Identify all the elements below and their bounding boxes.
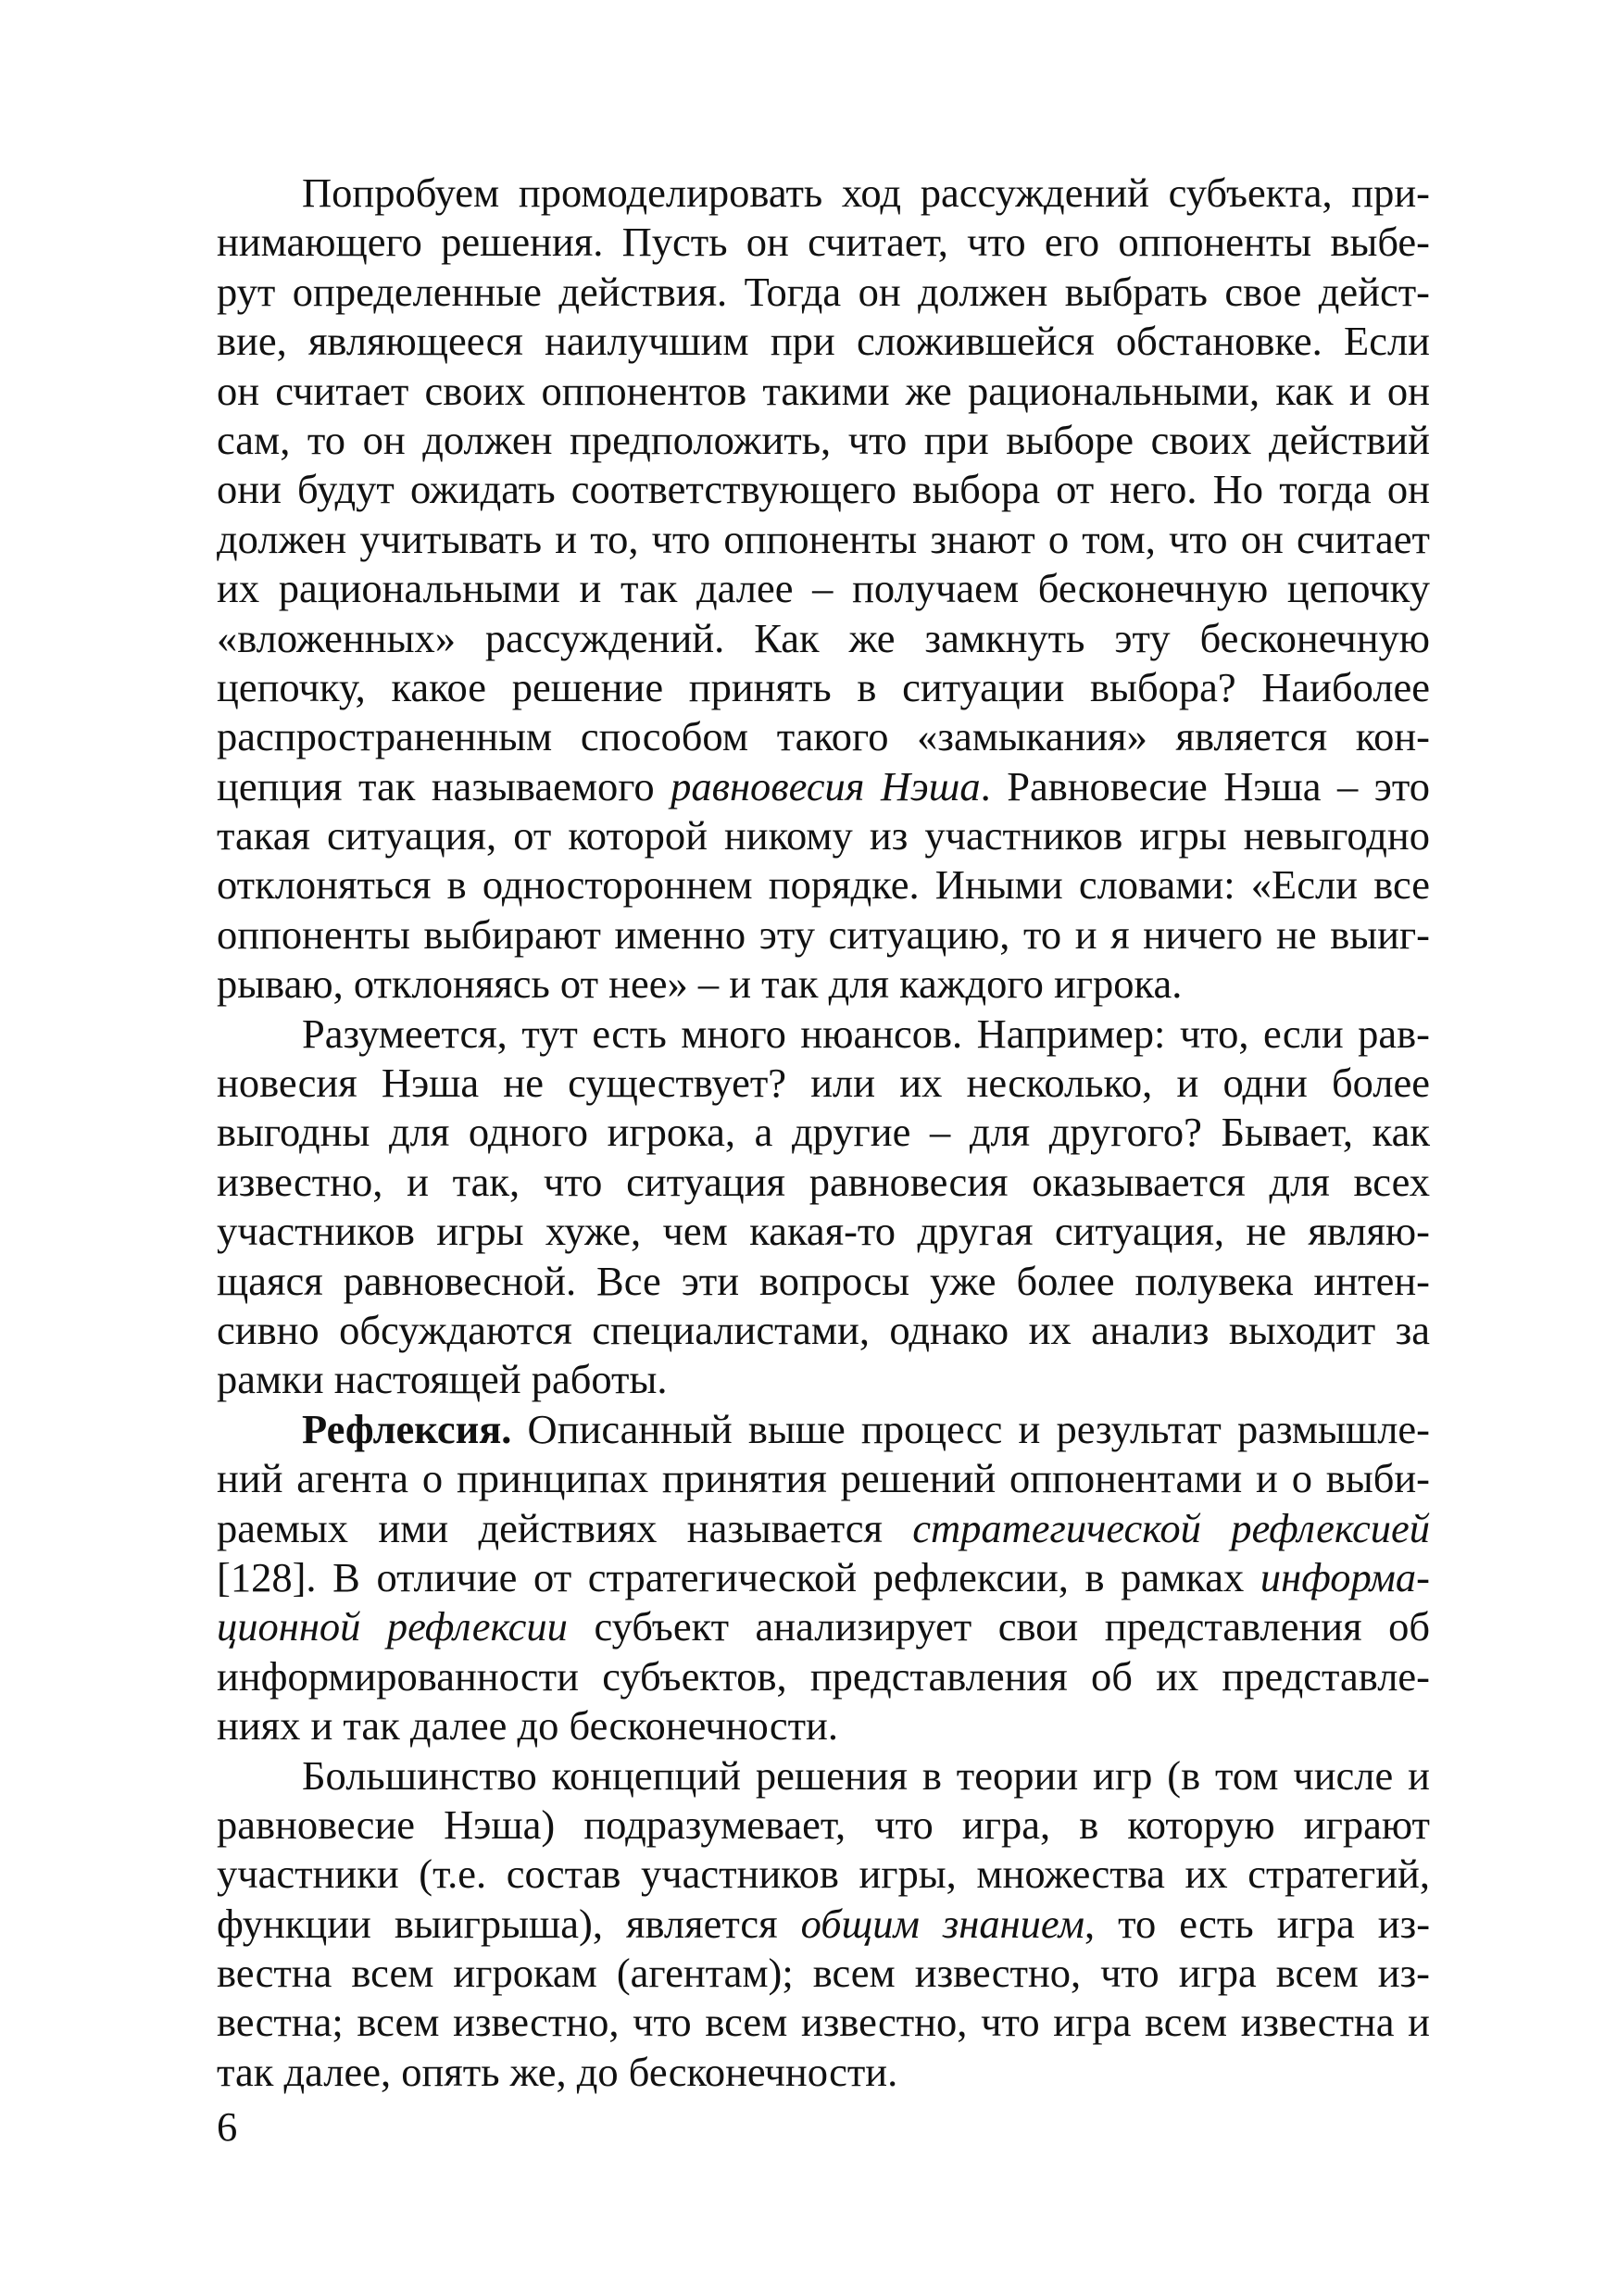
text-segment: рываю, отклоняясь от нее» – и так для каждого игрока. — [217, 960, 1183, 1008]
text-line — [217, 2048, 1430, 2097]
text-segment: [128]. В отличие от стратегической рефлексии, в рамках — [217, 1553, 1260, 1600]
text-line — [217, 1355, 1430, 1404]
body-text — [217, 169, 1430, 2097]
text-segment: информированности субъектов, представления об их представле- — [217, 1652, 1430, 1700]
text-line — [217, 1059, 1430, 1108]
bold-term: Рефлексия. — [302, 1405, 512, 1452]
text-segment: участники (т.е. состав участников игры, множества их стратегий, — [217, 1851, 1430, 1898]
text-line — [217, 1158, 1430, 1207]
text-line — [217, 564, 1430, 613]
text-segment: известно, и так, что ситуация равновесия оказывается для всех — [217, 1158, 1430, 1205]
text-segment: рамки настоящей работы. — [217, 1356, 668, 1403]
text-segment: раемых ими действиях называется — [217, 1504, 913, 1551]
text-line — [217, 1553, 1430, 1602]
emphasized-term: общим знанием — [800, 1900, 1084, 1947]
text-segment: субъект анализирует свои представления об — [567, 1603, 1430, 1650]
text-segment: , то есть игра из- — [1084, 1900, 1431, 1947]
text-line — [217, 416, 1430, 465]
text-segment: отклоняться в одностороннем порядке. Иными словами: «Если все — [217, 861, 1430, 909]
text-line — [217, 1949, 1430, 1998]
text-segment: новесия Нэша не существует? или их несколько, и одни более — [217, 1060, 1430, 1107]
text-line — [217, 910, 1430, 960]
text-line — [217, 1900, 1430, 1949]
text-line — [217, 1306, 1430, 1355]
text-segment: рут определенные действия. Тогда он должен выбрать свое дейст- — [217, 268, 1430, 315]
text-segment: они будут ожидать соответствующего выбора от него. Но тогда он — [217, 466, 1430, 513]
text-line — [217, 762, 1430, 811]
text-segment: вестна; всем известно, что всем известно, что игра всем известна и — [217, 1999, 1430, 2046]
text-line — [217, 367, 1430, 416]
text-segment: оппоненты выбирают именно эту ситуацию, то и я ничего не выиг- — [217, 910, 1430, 958]
text-segment: нимающего решения. Пусть он считает, что его оппоненты выбе- — [217, 219, 1430, 266]
text-line — [217, 465, 1430, 514]
text-line — [217, 1652, 1430, 1701]
text-line — [217, 1800, 1430, 1850]
text-line — [217, 1751, 1430, 1800]
text-line — [217, 1701, 1430, 1750]
text-segment: распространенным способом такого «замыкания» является кон- — [217, 713, 1430, 760]
text-segment: Попробуем промоделировать ход рассуждений субъекта, при- — [302, 169, 1430, 216]
text-segment: он считает своих оппонентов такими же рациональными, как и он — [217, 367, 1430, 414]
text-line — [217, 218, 1430, 267]
text-line — [217, 1257, 1430, 1306]
text-segment: такая ситуация, от которой никому из участников игры невыгодно — [217, 812, 1430, 859]
text-segment: ний агента о принципах принятия решений оппонентами и о выби- — [217, 1455, 1430, 1502]
text-segment: Описанный выше процесс и результат размышле- — [511, 1405, 1430, 1452]
text-line — [217, 1454, 1430, 1503]
text-line — [217, 614, 1430, 663]
text-segment: выгодны для одного игрока, а другие – для другого? Бывает, как — [217, 1109, 1430, 1156]
text-segment: щаяся равновесной. Все эти вопросы уже более полувека интен- — [217, 1257, 1430, 1304]
emphasized-term: стратегической рефлексией — [912, 1504, 1431, 1551]
text-line — [217, 1108, 1430, 1157]
text-segment: «вложенных» рассуждений. Как же замкнуть эту бесконечную — [217, 614, 1430, 661]
text-segment: так далее, опять же, до бесконечности. — [217, 2048, 898, 2095]
emphasized-term: ционной рефлексии — [217, 1603, 568, 1650]
text-segment: цепочку, какое решение принять в ситуации выбора? Наиболее — [217, 663, 1430, 710]
text-line — [217, 1010, 1430, 1059]
text-segment: ниях и так далее до бесконечности. — [217, 1702, 838, 1750]
text-line — [217, 169, 1430, 218]
page-number: 6 — [217, 2103, 238, 2150]
text-segment: равновесие Нэша) подразумевает, что игра, в которую играют — [217, 1800, 1430, 1848]
text-line — [217, 811, 1430, 860]
text-line — [217, 860, 1430, 910]
text-line — [217, 317, 1430, 366]
paragraph — [217, 1010, 1430, 1405]
text-line — [217, 1405, 1430, 1454]
text-segment: сивно обсуждаются специалистами, однако их анализ выходит за — [217, 1306, 1430, 1353]
text-line — [217, 663, 1430, 712]
text-segment: должен учитывать и то, что оппоненты знают о том, что он считает — [217, 515, 1430, 562]
text-line — [217, 515, 1430, 564]
text-segment: сам, то он должен предположить, что при выборе своих действий — [217, 416, 1430, 463]
text-line — [217, 1602, 1430, 1651]
text-line — [217, 1207, 1430, 1256]
paragraph — [217, 169, 1430, 1010]
text-line — [217, 1504, 1430, 1553]
text-segment: Большинство концепций решения в теории игр (в том числе и — [302, 1751, 1430, 1799]
text-segment: вестна всем игрокам (агентам); всем известно, что игра всем из- — [217, 1950, 1430, 1997]
text-segment: . Равновесие Нэша – это — [980, 762, 1430, 809]
text-segment: вие, являющееся наилучшим при сложившейся обстановке. Если — [217, 318, 1430, 365]
text-line — [217, 712, 1430, 761]
text-segment: их рациональными и так далее – получаем бесконечную цепочку — [217, 565, 1430, 612]
text-segment: Разумеется, тут есть много нюансов. Например: что, если рав- — [302, 1010, 1430, 1057]
text-segment: цепция так называемого — [217, 762, 671, 809]
text-line — [217, 1850, 1430, 1899]
text-segment: функции выигрыша), является — [217, 1900, 801, 1947]
emphasized-term: информа- — [1260, 1553, 1430, 1600]
text-line — [217, 960, 1430, 1009]
paragraph — [217, 1751, 1430, 2098]
text-line — [217, 1998, 1430, 2047]
text-segment: участников игры хуже, чем какая-то другая ситуация, не являю- — [217, 1208, 1430, 1255]
emphasized-term: равновесия Нэша — [671, 762, 981, 809]
text-line — [217, 268, 1430, 317]
paragraph — [217, 1405, 1430, 1751]
